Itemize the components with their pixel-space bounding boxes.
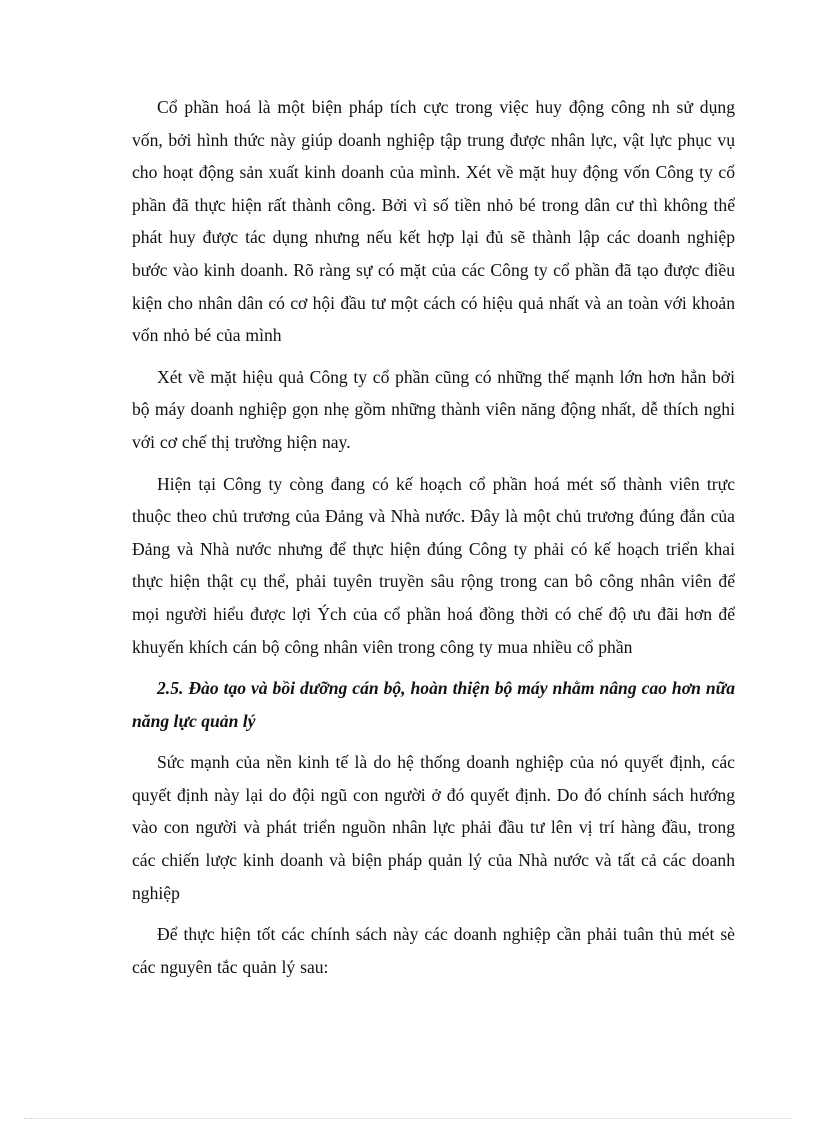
page-bottom-divider (24, 1118, 792, 1119)
paragraph-equitization-capital: Cổ phần hoá là một biện pháp tích cực trong việc huy động công nh sử dụng vốn, bởi hình thức này giúp doanh nghiệp tập trung được nhân lực, vật lực phục vụ cho hoạt động sản xuất kinh doanh của mình. Xét về mặt huy động vốn Công ty cổ phần đã thực hiện rất thành công. Bởi vì số tiền nhỏ bé trong dân cư thì không thể phát huy được tác dụng nhưng nếu kết hợp lại đủ sẽ thành lập các doanh nghiệp bước vào kinh doanh. Rõ ràng sự có mặt của các Công ty cổ phần đã tạo được điều kiện cho nhân dân có cơ hội đầu tư một cách có hiệu quả nhất và an toàn với khoản vốn nhỏ bé của mình (132, 97, 735, 346)
paragraph-efficiency: Xét về mặt hiệu quả Công ty cổ phần cũng có những thế mạnh lớn hơn hẳn bởi bộ máy doanh nghiệp gọn nhẹ gồm những thành viên năng động nhất, dễ thích nghi với cơ chế thị trường hiện nay. (132, 366, 735, 452)
paragraph-current-plan: Hiện tại Công ty còng đang có kế hoạch cổ phần hoá mét số thành viên trực thuộc theo chủ trương của Đảng và Nhà nước. Đây là một chủ trương đúng đắn của Đảng và Nhà nước nhưng để thực hiện đúng Công ty phải có kế hoạch triển khai thực hiện thật cụ thể, phải tuyên truyền sâu rộng trong can bô công nhân viên để mọi người hiểu được lợi Ých của cổ phần hoá đồng thời có chế độ ưu đãi hơn để khuyến khích cán bộ công nhân viên trong công ty mua nhiều cổ phần (132, 473, 735, 657)
paragraph-principles-intro: Để thực hiện tốt các chính sách này các doanh nghiệp cần phải tuân thủ mét sè các nguyên tắc quản lý sau: (132, 924, 735, 977)
paragraph-human-resources: Sức mạnh của nền kinh tế là do hệ thống doanh nghiệp của nó quyết định, các quyết định này lại do đội ngũ con người ở đó quyết định. Do đó chính sách hướng vào con người và phát triển nguồn nhân lực phải đầu tư lên vị trí hàng đầu, trong các chiến lược kinh doanh và biện pháp quản lý của Nhà nước và tất cả các doanh nghiệp (132, 752, 735, 903)
document-body (132, 91, 735, 992)
section-heading: 2.5. Đào tạo và bồi dưỡng cán bộ, hoàn thiện bộ máy nhằm nâng cao hơn nữa năng lực quản lý (132, 678, 735, 731)
